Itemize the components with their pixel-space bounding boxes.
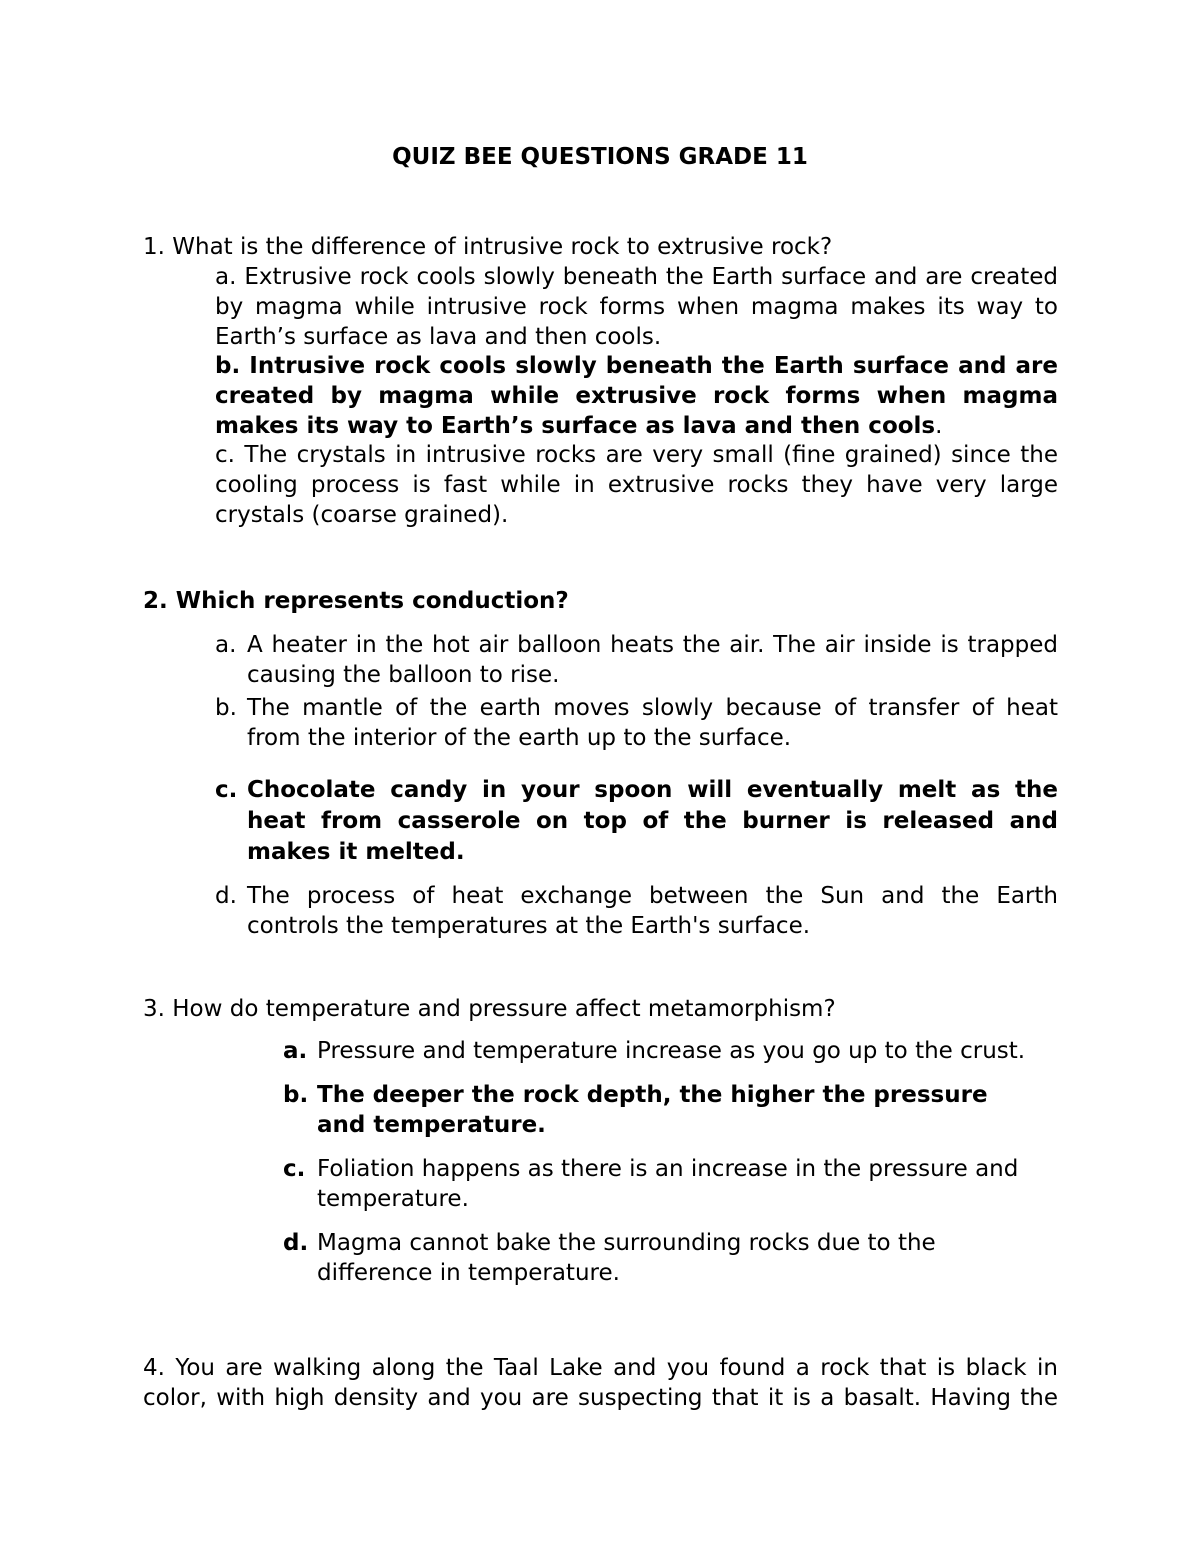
question-2: 2. Which represents conduction? bbox=[143, 588, 569, 614]
q1-option-a: a. Extrusive rock cools slowly beneath the Earth surface and are created by magma while intrusive rock forms when magma makes its way to Earth’s surface as lava and then cools. bbox=[215, 264, 1058, 350]
q2-option-b-label: b. bbox=[215, 695, 237, 721]
q3-option-b-label: b. bbox=[283, 1082, 309, 1108]
q3-option-a-label: a. bbox=[283, 1038, 308, 1064]
question-1: 1. What is the difference of intrusive rock to extrusive rock? bbox=[143, 234, 833, 260]
page-title: QUIZ BEE QUESTIONS GRADE 11 bbox=[392, 144, 808, 170]
q3-option-a-text: Pressure and temperature increase as you go up to the crust. bbox=[317, 1038, 1026, 1064]
q3-option-c-text: Foliation happens as there is an increase in the pressure and temperature. bbox=[317, 1156, 1019, 1212]
question-3: 3. How do temperature and pressure affect metamorphism? bbox=[143, 996, 836, 1022]
q2-option-d-text: The process of heat exchange between the Sun and the Earth controls the temperatures at the Earth's surface. bbox=[247, 883, 1058, 939]
q1-option-b bbox=[215, 351, 1058, 441]
q3-option-d-label: d. bbox=[283, 1230, 309, 1256]
q2-option-d-label: d. bbox=[215, 883, 237, 909]
q3-option-c-label: c. bbox=[283, 1156, 306, 1182]
q3-option-b-text: The deeper the rock depth, the higher the pressure and temperature. bbox=[317, 1082, 988, 1138]
q2-option-c-text: Chocolate candy in your spoon will eventually melt as the heat from casserole on top of the burner is released and makes it melted. bbox=[247, 777, 1058, 865]
q1-option-c: c. The crystals in intrusive rocks are very small (fine grained) since the cooling process is fast while in extrusive rocks they have very large crystals (coarse grained). bbox=[215, 442, 1058, 528]
q3-option-d-text: Magma cannot bake the surrounding rocks due to the difference in temperature. bbox=[317, 1230, 936, 1286]
q1-option-b-end: . bbox=[935, 413, 943, 439]
q2-option-a-label: a. bbox=[215, 632, 237, 658]
q2-option-c-label: c. bbox=[215, 777, 238, 803]
q2-option-b-text: The mantle of the earth moves slowly because of transfer of heat from the interior of the earth up to the surface. bbox=[247, 695, 1058, 751]
question-4: 4. You are walking along the Taal Lake and you found a rock that is black in color, with high density and you are suspecting that it is a basalt. Having the bbox=[143, 1355, 1058, 1411]
q1-option-b-text: b. Intrusive rock cools slowly beneath the Earth surface and are created by magma while extrusive rock forms when magma makes its way to Earth’s surface as lava and then cools bbox=[215, 353, 1058, 439]
q2-option-a-text: A heater in the hot air balloon heats the air. The air inside is trapped causing the balloon to rise. bbox=[247, 632, 1058, 688]
